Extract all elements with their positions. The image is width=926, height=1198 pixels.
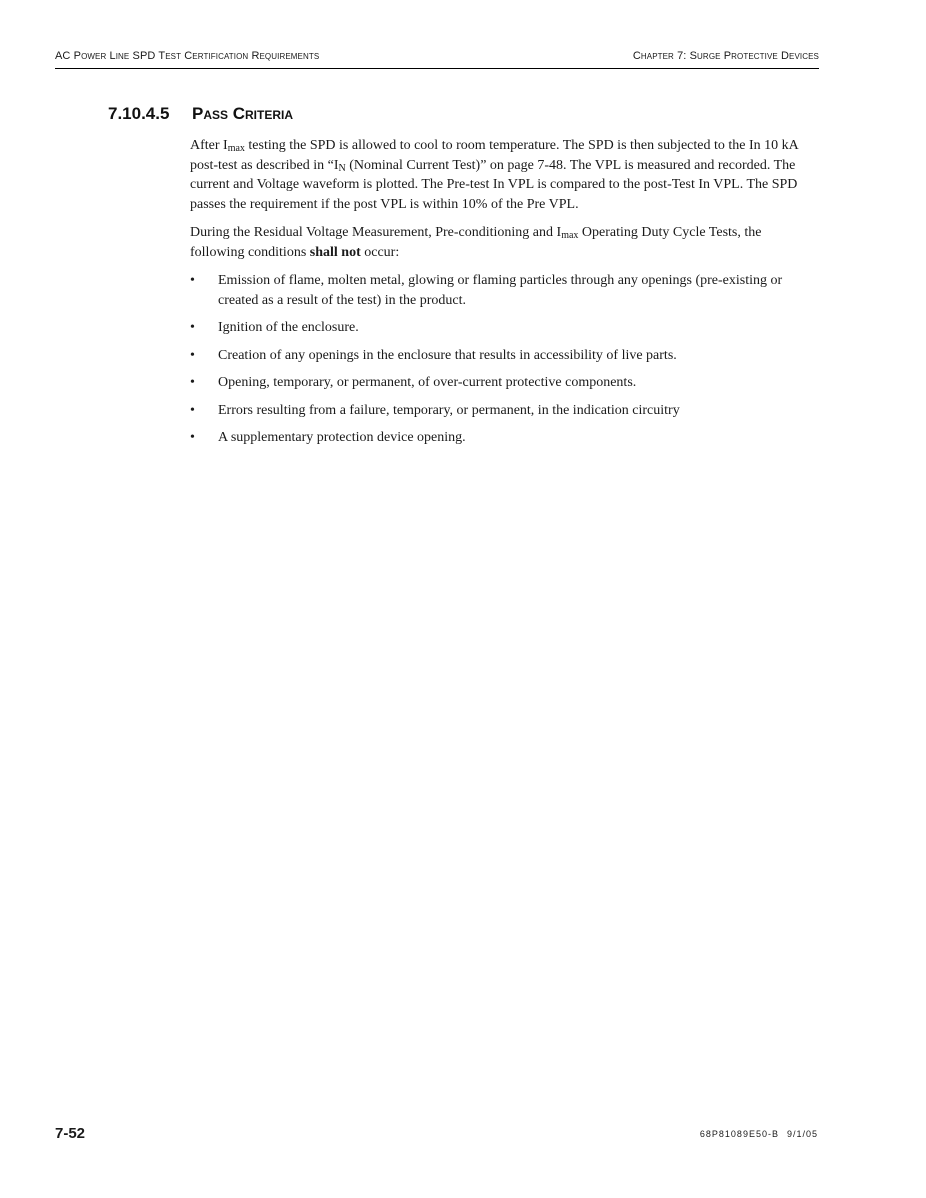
page-header [55,48,819,69]
paragraph-text: (Nominal Current Test)” on page 7-48. The VPL is measured and recorded. The current and Voltage waveform is plotted. The Pre-test In VPL is compared to the post-Test In VPL. The SPD passes the requirement if the post VPL is within 10% of the Pre VPL. [190,157,798,212]
main-content [190,136,816,456]
list-item [190,318,816,338]
bullet-icon: • [190,402,195,418]
document-number: 68P81089E50-B [699,1129,779,1139]
list-item [190,428,816,448]
list-item [190,373,816,393]
paragraph-text: occur: [360,244,400,260]
list-item-text: Errors resulting from a failure, temporary, or permanent, in the indication circuitry [218,402,680,418]
paragraph-imax-testing [190,136,816,214]
section-heading [108,104,293,124]
document-date: 9/1/05 [786,1129,818,1139]
bullet-icon: • [190,320,195,335]
subscript-max: max [561,230,579,241]
header-document-title: AC Power Line SPD Test Certification Requirements [55,50,320,62]
header-chapter-title: Chapter 7: Surge Protective Devices [632,50,819,62]
footer-document-info [700,1129,818,1139]
section-title: Pass Criteria [192,104,294,123]
bullet-icon: • [190,375,195,390]
list-item-text: Opening, temporary, or permanent, of over-current protective components. [218,375,637,390]
list-item-text: Creation of any openings in the enclosure that results in accessibility of live parts. [218,347,677,363]
section-number: 7.10.4.5 [108,104,170,123]
bullet-icon: • [190,273,195,288]
bullet-icon: • [190,430,195,445]
list-item-text: Ignition of the enclosure. [218,320,359,335]
subscript-max: max [227,143,245,154]
list-item-text: A supplementary protection device opening. [218,430,466,445]
conditions-list [190,271,816,448]
page-number: 7-52 [55,1125,86,1142]
list-item [190,271,816,310]
paragraph-conditions-intro [190,223,816,262]
subscript-n: N [338,162,346,174]
list-item [190,346,816,366]
paragraph-text: Operating Duty Cycle Tests, the following conditions [190,225,762,260]
paragraph-text: After I [190,138,228,153]
emphasis-shall-not: shall not [309,244,361,260]
paragraph-text: During the Residual Voltage Measurement, Pre-conditioning and I [190,225,562,240]
paragraph-text: testing the SPD is allowed to cool to room temperature. The SPD is then subjected to the In 10 kA post-test as described in “I [190,138,798,173]
list-item-text: Emission of flame, molten metal, glowing or flaming particles through any openings (pre-existing or created as a result of the test) in the product. [218,273,783,308]
bullet-icon: • [190,347,195,363]
list-item [190,401,816,421]
